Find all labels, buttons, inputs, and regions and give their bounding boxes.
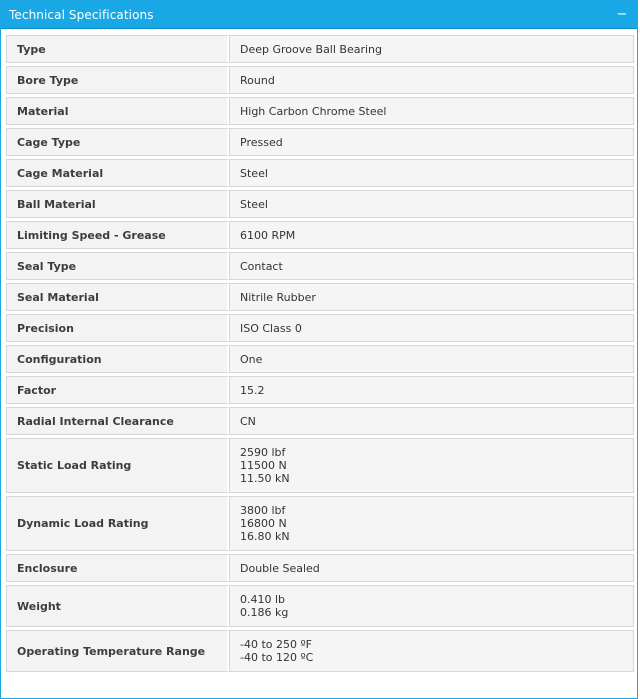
spec-row [6,438,634,493]
spec-row [6,35,634,63]
spec-label: Precision [6,314,229,342]
spec-label: Seal Type [6,252,229,280]
spec-value [229,585,634,627]
spec-value [229,438,634,493]
spec-value-line: High Carbon Chrome Steel [240,104,387,118]
spec-row [6,407,634,435]
spec-label: Limiting Speed - Grease [6,221,229,249]
spec-row [6,585,634,627]
spec-value [229,630,634,672]
spec-row [6,252,634,280]
spec-value [229,97,634,125]
panel-title: Technical Specifications [9,7,154,22]
spec-row [6,159,634,187]
spec-value-line: 6100 RPM [240,228,296,242]
spec-label: Material [6,97,229,125]
spec-label: Ball Material [6,190,229,218]
spec-value-line: Nitrile Rubber [240,290,316,304]
spec-value-line: Contact [240,259,283,273]
spec-value [229,252,634,280]
spec-value [229,314,634,342]
spec-label: Operating Temperature Range [6,630,229,672]
spec-value-line: 2590 lbf [240,446,286,459]
spec-value-line: One [240,352,263,366]
spec-value [229,221,634,249]
spec-value-line: 16800 N [240,517,287,530]
spec-value-line: ISO Class 0 [240,321,302,335]
spec-row [6,630,634,672]
spec-label: Seal Material [6,283,229,311]
spec-row [6,66,634,94]
spec-value [229,345,634,373]
spec-row [6,345,634,373]
spec-value-line: 11500 N [240,459,287,472]
spec-value-line: 0.186 kg [240,606,289,619]
spec-label: Dynamic Load Rating [6,496,229,551]
spec-value-line: 16.80 kN [240,530,290,543]
spec-value-line: 15.2 [240,383,265,397]
spec-value-line: Deep Groove Ball Bearing [240,42,383,56]
spec-value-line: Double Sealed [240,561,320,575]
spec-value-line: Round [240,73,275,87]
spec-value-line: Pressed [240,135,283,149]
spec-label: Cage Type [6,128,229,156]
spec-value-line: CN [240,414,256,428]
spec-row [6,314,634,342]
spec-value-line: 11.50 kN [240,472,290,485]
spec-label: Weight [6,585,229,627]
spec-label: Bore Type [6,66,229,94]
spec-table [6,32,634,675]
spec-row [6,190,634,218]
spec-value [229,159,634,187]
spec-label: Configuration [6,345,229,373]
spec-value-line: -40 to 250 ºF [240,638,313,651]
spec-row [6,221,634,249]
spec-value [229,554,634,582]
spec-value [229,407,634,435]
spec-label: Static Load Rating [6,438,229,493]
spec-value-line: Steel [240,197,268,211]
spec-value-line: -40 to 120 ºC [240,651,314,664]
spec-row [6,554,634,582]
spec-label: Cage Material [6,159,229,187]
spec-value [229,66,634,94]
spec-value-line: 0.410 lb [240,593,286,606]
spec-value [229,283,634,311]
spec-row [6,283,634,311]
spec-label: Factor [6,376,229,404]
spec-row [6,376,634,404]
spec-value [229,190,634,218]
panel-header[interactable] [1,1,637,29]
spec-row [6,128,634,156]
spec-value [229,35,634,63]
spec-label: Enclosure [6,554,229,582]
spec-value-line: 3800 lbf [240,504,286,517]
spec-row [6,496,634,551]
minus-icon[interactable]: − [616,6,628,22]
spec-value [229,128,634,156]
spec-label: Radial Internal Clearance [6,407,229,435]
spec-value-line: Steel [240,166,268,180]
spec-value [229,376,634,404]
spec-label: Type [6,35,229,63]
spec-row [6,97,634,125]
spec-value [229,496,634,551]
